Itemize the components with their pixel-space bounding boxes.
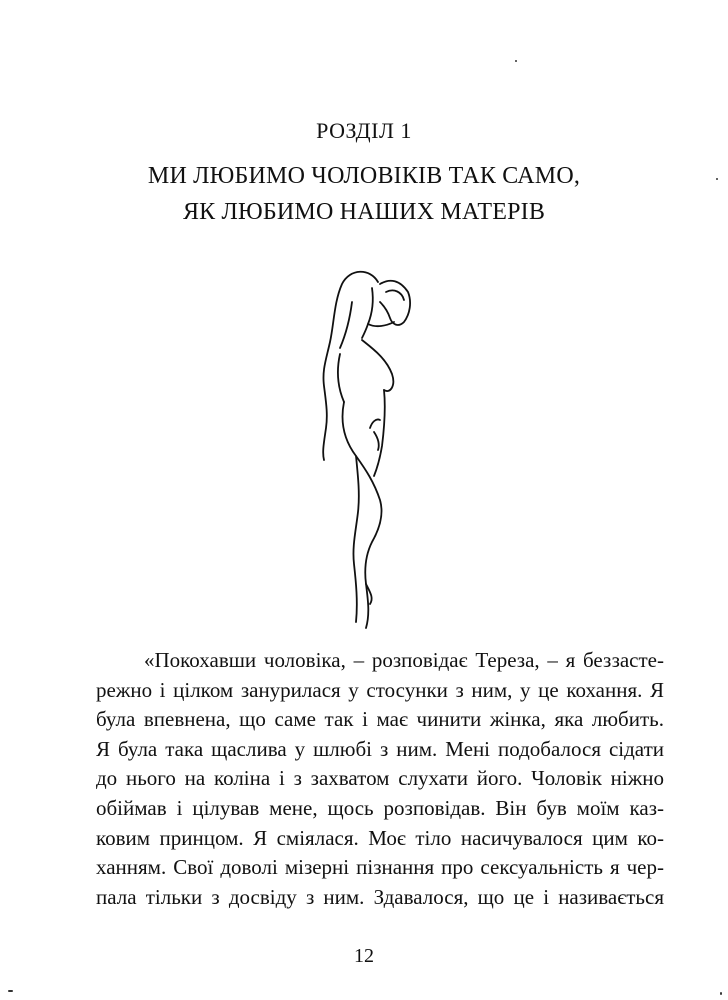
body-line: ханням. Свої доволі мізерні пізнання про сексуальність я чер-: [96, 855, 664, 880]
chapter-title-line: МИ ЛЮБИМО ЧОЛОВІКІВ ТАК САМО,: [147, 163, 581, 189]
body-line: пала тільки з досвіду з ним. Здавалося, що це і називається: [96, 884, 664, 909]
body-line: Я була така щаслива у шлюбі з ним. Мені подобалося сідати: [96, 736, 664, 761]
body-line: обіймав і цілував мене, щось розповідав. Він був моїм каз-: [96, 795, 664, 820]
body-line: режно і цілком занурилася у стосунки з ним, у це кохання. Я: [96, 677, 664, 702]
page-number: 12: [354, 945, 374, 967]
chapter-title-line: ЯК ЛЮБИМО НАШИХ МАТЕРІВ: [182, 199, 546, 225]
scan-speck: [8, 990, 13, 992]
scan-speck: [515, 60, 517, 62]
body-line: ковим принцом. Я сміялася. Моє тіло насичувалося цим ко-: [96, 825, 664, 850]
scan-speck: [720, 992, 722, 995]
body-line: до нього на коліна і з захватом слухати його. Чоловік ніжно: [96, 766, 664, 791]
chapter-label: РОЗДІЛ 1: [316, 118, 412, 143]
woman-line-drawing-icon: [300, 262, 420, 632]
body-line: була впевнена, що саме так і має чинити жінка, яка любить.: [96, 707, 664, 732]
body-text: [96, 646, 664, 912]
chapter-title: [0, 158, 728, 230]
body-line: «Покохавши чоловіка, – розповідає Тереза, – я беззасте-: [144, 648, 664, 672]
